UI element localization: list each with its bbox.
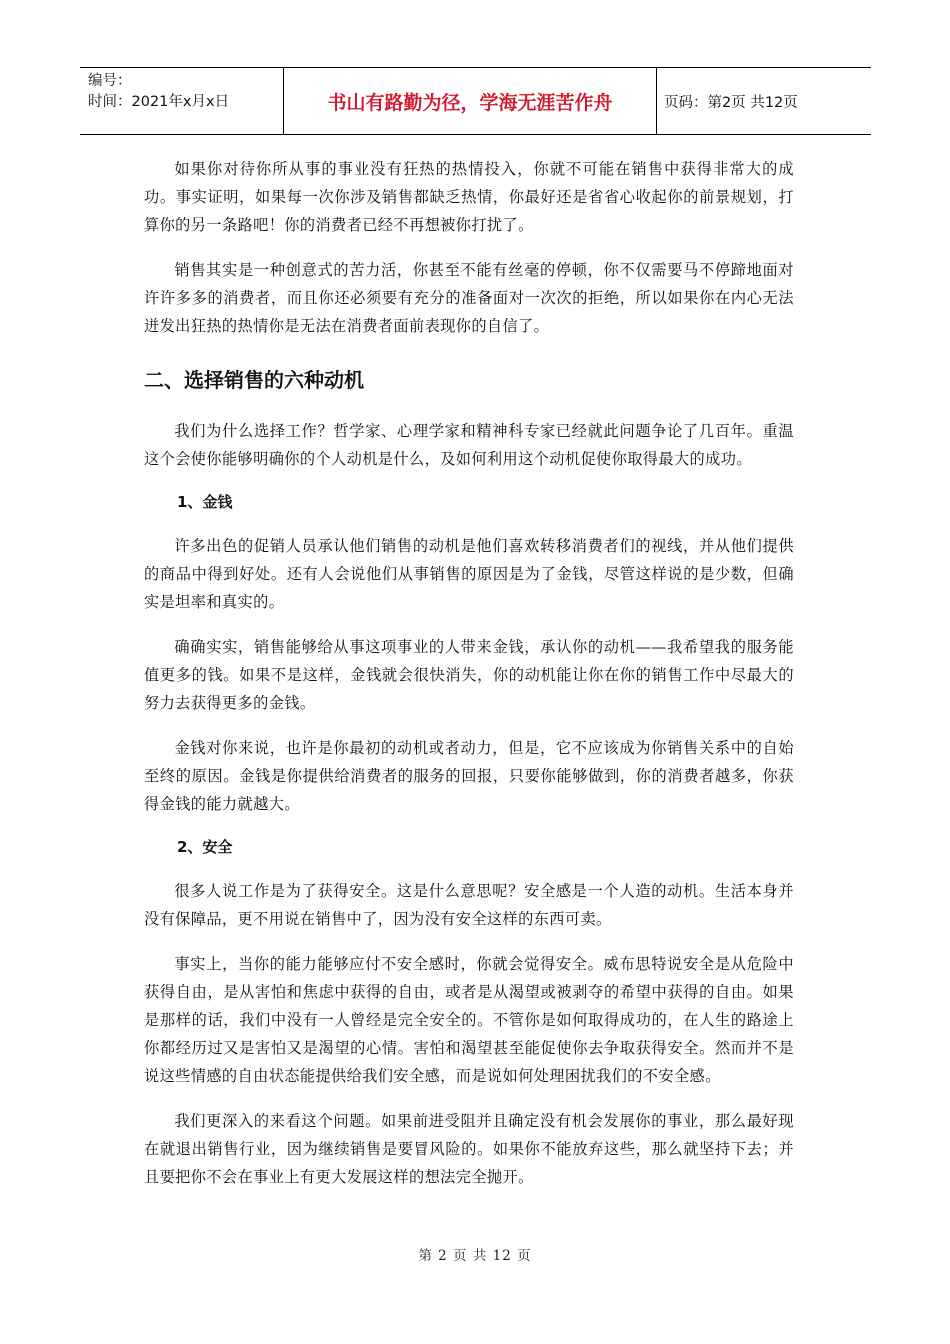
paragraph: 我们更深入的来看这个问题。如果前进受阻并且确定没有机会发展你的事业，那么最好现在就退出销售行业，因为继续销售是要冒风险的。如果你不能放弃这些，那么就坚持下去；并且要把你不会在事业上有更大发展这样的想法完全抛开。: [144, 1112, 794, 1186]
header-motto: 书山有路勤为径，学海无涯苦作舟: [283, 68, 657, 134]
subsection-heading-money: 1、金钱: [177, 493, 233, 511]
paragraph: 如果你对待你所从事的事业没有狂热的热情投入，你就不可能在销售中获得非常大的成功。事实证明，如果每一次你涉及销售都缺乏热情，你最好还是省省心收起你的前景规划，打算你的另一条路吧！你的消费者已经不再想被你打扰了。: [144, 160, 794, 234]
paragraph: 很多人说工作是为了获得安全。这是什么意思呢？安全感是一个人造的动机。生活本身并没有保障品，更不用说在销售中了，因为没有安全这样的东西可卖。: [144, 882, 794, 928]
page-header: [80, 67, 871, 135]
header-page-info: 页码：第2页 共12页: [664, 94, 798, 111]
section-heading: 二、选择销售的六种动机: [144, 368, 364, 392]
paragraph: 事实上，当你的能力能够应付不安全感时，你就会觉得安全。威布思特说安全是从危险中获得自由，是从害怕和焦虑中获得的自由，或者是从渴望或被剥夺的希望中获得的自由。如果是那样的话，我们中没有一人曾经是完全安全的。不管你是如何取得成功的，在人生的路途上你都经历过又是害怕又是渴望的心情。害怕和渴望甚至能促使你去争取获得安全。然而并不是说这些情感的自由状态能提供给我们安全感，而是说如何处理困扰我们的不安全感。: [144, 955, 794, 1085]
subsection-heading-safety: 2、安全: [177, 838, 233, 856]
document-time-label: 时间：2021年x月x日: [88, 94, 230, 110]
document-number-label: 编号：: [88, 73, 132, 89]
paragraph: 许多出色的促销人员承认他们销售的动机是他们喜欢转移消费者们的视线，并从他们提供的商品中得到好处。还有人会说他们从事销售的原因是为了金钱，尽管这样说的是少数，但确实是坦率和真实的。: [144, 537, 794, 611]
page-footer: 第 2 页 共 12 页: [418, 1248, 532, 1264]
header-meta: [80, 68, 283, 134]
paragraph: 确确实实，销售能够给从事这项事业的人带来金钱，承认你的动机——我希望我的服务能值更多的钱。如果不是这样，金钱就会很快消失，你的动机能让你在你的销售工作中尽最大的努力去获得更多的金钱。: [144, 638, 794, 712]
paragraph: 销售其实是一种创意式的苦力活，你甚至不能有丝毫的停顿，你不仅需要马不停蹄地面对许许多多的消费者，而且你还必须要有充分的准备面对一次次的拒绝，所以如果你在内心无法迸发出狂热的热情你是无法在消费者面前表现你的自信了。: [144, 261, 794, 335]
paragraph: 我们为什么选择工作？哲学家、心理学家和精神科专家已经就此问题争论了几百年。重温这个会使你能够明确你的个人动机是什么，及如何利用这个动机促使你取得最大的成功。: [144, 422, 794, 468]
paragraph: 金钱对你来说，也许是你最初的动机或者动力，但是，它不应该成为你销售关系中的自始至终的原因。金钱是你提供给消费者的服务的回报，只要你能够做到，你的消费者越多，你获得金钱的能力就越大。: [144, 739, 794, 813]
document-body: [144, 155, 794, 1208]
